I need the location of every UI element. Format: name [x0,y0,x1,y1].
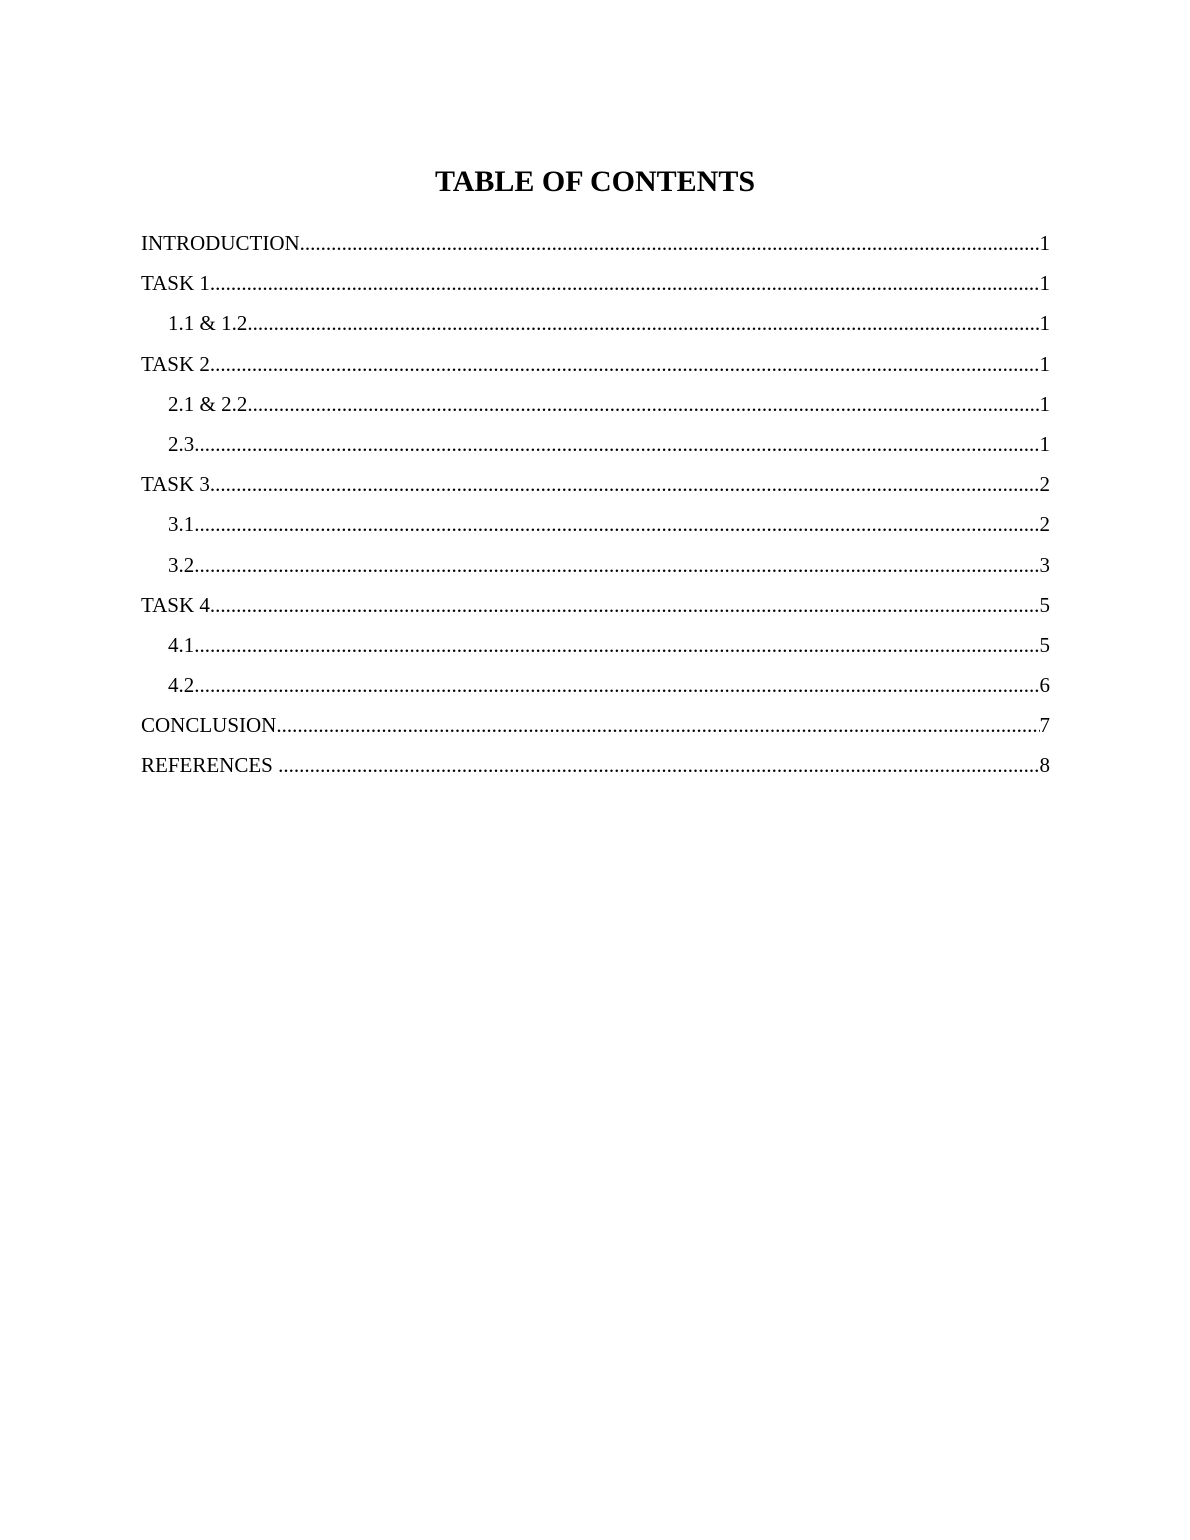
toc-entry-label: 4.1 [168,632,195,657]
toc-entry-2-3[interactable] [141,424,1050,464]
toc-entry-page: 2 [1039,472,1050,497]
toc-entry-page: 5 [1039,632,1050,657]
toc-entry-page: 8 [1039,753,1050,778]
toc-entry-task-2[interactable] [141,344,1050,384]
toc-entry-page: 1 [1039,391,1050,416]
toc-entry-page: 7 [1039,713,1050,738]
toc-dot-leader [247,303,1039,343]
toc-entry-label: TASK 2 [141,351,210,376]
toc-entry-label: 4.2 [168,673,195,698]
toc-entry-label: TASK 1 [141,271,210,296]
toc-entry-page: 1 [1039,351,1050,376]
toc-entry-3-2[interactable] [141,545,1050,585]
toc-dot-leader [194,504,1039,544]
toc-entry-page: 5 [1039,592,1050,617]
toc-entry-page: 3 [1039,552,1050,577]
toc-entry-label: TASK 4 [141,592,210,617]
toc-entry-conclusion[interactable] [141,705,1050,745]
toc-entry-task-3[interactable] [141,464,1050,504]
toc-entry-label: INTRODUCTION [141,231,300,255]
toc-entry-references[interactable] [141,745,1050,785]
toc-entry-page: 1 [1039,271,1050,296]
toc-entry-label: 3.1 [168,512,195,537]
toc-entry-label: TASK 3 [141,472,210,497]
toc-list [141,223,1050,786]
toc-entry-task-4[interactable] [141,585,1050,625]
toc-title: TABLE OF CONTENTS [434,165,756,198]
toc-entry-page: 6 [1039,673,1050,698]
toc-dot-leader [278,745,1039,785]
toc-entry-page: 1 [1039,311,1050,336]
toc-entry-introduction[interactable] [141,223,1050,263]
toc-dot-leader [194,545,1039,585]
toc-entry-page: 2 [1039,512,1050,537]
toc-dot-leader [210,585,1040,625]
toc-entry-2-1-2-2[interactable] [141,384,1050,424]
toc-dot-leader [247,384,1039,424]
toc-dot-leader [210,344,1040,384]
toc-entry-label: 2.1 & 2.2 [168,391,248,416]
toc-dot-leader [300,223,1040,263]
toc-entry-1-1-1-2[interactable] [141,303,1050,343]
toc-dot-leader [194,424,1039,464]
toc-entry-label: REFERENCES [141,753,279,778]
toc-dot-leader [276,705,1039,745]
toc-dot-leader [210,263,1040,303]
toc-entry-page: 1 [1039,231,1050,255]
toc-entry-4-1[interactable] [141,625,1050,665]
toc-entry-page: 1 [1039,431,1050,456]
toc-entry-4-2[interactable] [141,665,1050,705]
toc-entry-task-1[interactable] [141,263,1050,303]
toc-entry-label: CONCLUSION [141,713,277,738]
toc-entry-label: 1.1 & 1.2 [168,311,248,336]
toc-entry-label: 2.3 [168,431,195,456]
toc-dot-leader [210,464,1040,504]
toc-dot-leader [194,665,1039,705]
toc-entry-label: 3.2 [168,552,195,577]
toc-entry-3-1[interactable] [141,504,1050,544]
toc-dot-leader [194,625,1039,665]
